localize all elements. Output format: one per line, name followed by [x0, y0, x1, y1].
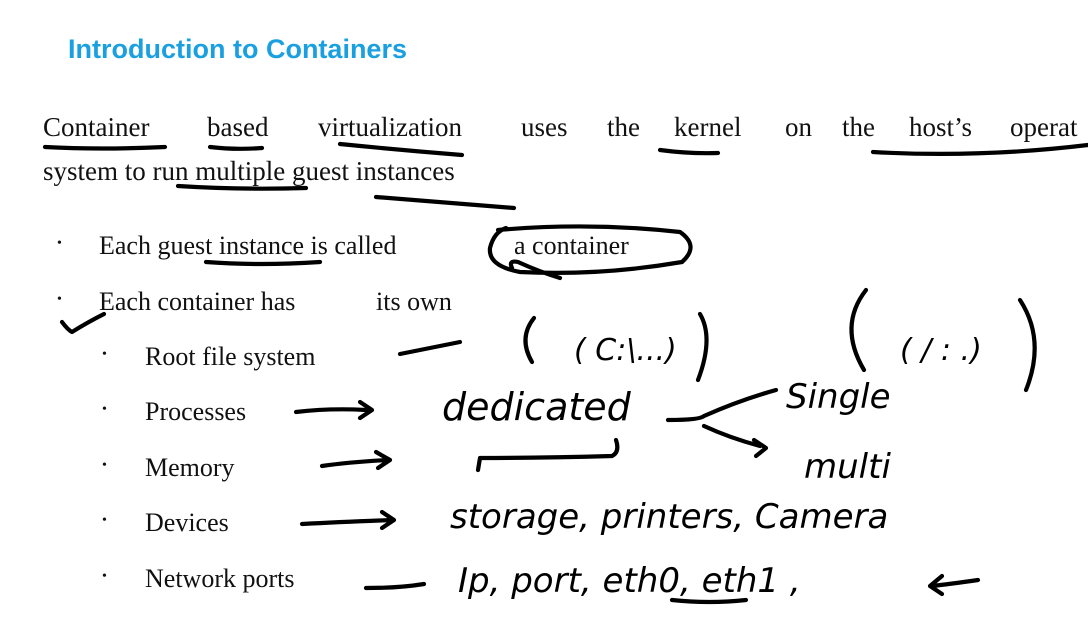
ink-arrow-back [930, 576, 978, 594]
intro-word: operat [1010, 112, 1078, 142]
sub-bullet-processes: Processes [145, 397, 247, 426]
ink-unix-path: ( / : .) [900, 333, 982, 368]
ink-underline-virtualization [340, 144, 462, 155]
intro-word: based [207, 112, 269, 142]
bullet-marker: • [57, 292, 62, 307]
intro-word: the [842, 112, 875, 142]
sub-bullet-devices: Devices [145, 508, 229, 537]
ink-underline-eth0 [672, 600, 746, 602]
ink-bracket [478, 440, 617, 470]
ink-hook [511, 262, 560, 278]
sub-bullet-marker: • [102, 569, 107, 584]
intro-word: kernel [674, 112, 742, 142]
ink-arrow-network [366, 584, 424, 588]
sub-bullet-root-fs: Root file system [145, 342, 316, 371]
ink-dedicated: dedicated [442, 385, 631, 429]
intro-word: the [607, 112, 640, 142]
sub-bullet-marker: • [102, 347, 107, 362]
bullet-marker: • [57, 236, 62, 251]
slide-title: Introduction to Containers [68, 34, 407, 64]
ink-single: Single [786, 377, 891, 417]
ink-underline-host [873, 145, 1088, 154]
sub-bullet-marker: • [102, 458, 107, 473]
bullet-text-guest-instance: Each guest instance is called [99, 231, 397, 260]
bullet-text-container-has: Each container has [99, 287, 296, 316]
ink-network-note: Ip, port, eth0, eth1 , [458, 561, 801, 601]
ink-branch [668, 390, 776, 456]
ink-underline-guest-instances [376, 197, 514, 208]
ink-windows-path: ( C:\...) [574, 333, 677, 368]
bullet-highlight-container: a container [514, 231, 629, 260]
ink-paren-open-1 [525, 318, 534, 362]
sub-bullet-marker: • [102, 513, 107, 528]
sub-bullet-marker: • [102, 402, 107, 417]
sub-bullet-memory: Memory [145, 453, 235, 482]
ink-arrow-devices [302, 512, 394, 528]
ink-paren-open-2 [851, 290, 866, 370]
ink-underline-guest-instance [206, 262, 320, 264]
intro-word: Container [43, 112, 150, 142]
bullet-text-its-own: its own [376, 287, 452, 316]
intro-word: on [785, 112, 812, 142]
intro-line-2: system to run multiple guest instances [43, 156, 455, 186]
ink-arrow-memory [322, 452, 390, 468]
ink-underline-kernel [660, 150, 718, 153]
ink-underline-container [45, 147, 165, 149]
ink-check-mark [62, 314, 104, 332]
ink-check-root-fs [400, 342, 460, 354]
ink-multi: multi [804, 447, 891, 487]
ink-devices-note: storage, printers, Camera [450, 497, 889, 537]
intro-word: uses [521, 112, 568, 142]
ink-arrow-processes [296, 402, 372, 418]
ink-underline-based [210, 147, 262, 149]
ink-paren-close-2 [1020, 300, 1035, 390]
ink-paren-close-1 [698, 314, 707, 380]
intro-word: virtualization [318, 112, 462, 142]
intro-word: host’s [909, 112, 973, 142]
sub-bullet-network-ports: Network ports [145, 564, 295, 593]
